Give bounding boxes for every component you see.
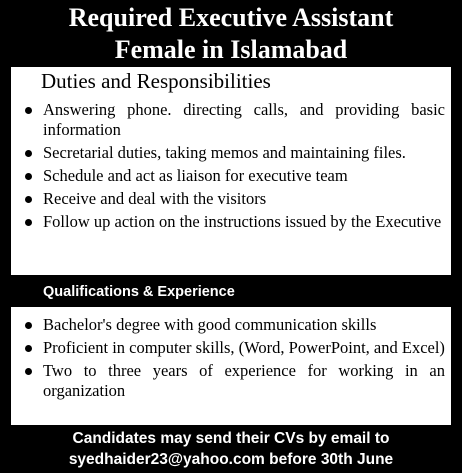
qualification-text: Bachelor's degree with good communication skills — [43, 315, 377, 334]
title-line-2: Female in Islamabad — [114, 35, 348, 64]
bullet-icon — [25, 322, 32, 329]
bullet-icon — [25, 219, 32, 226]
bullet-icon — [25, 368, 32, 375]
list-item — [25, 189, 445, 209]
duties-heading: Duties and Responsibilities — [41, 69, 271, 93]
footer-contact — [0, 428, 462, 470]
footer-line-1: Candidates may send their CVs by email to — [72, 430, 390, 447]
list-item — [25, 166, 445, 186]
list-item — [25, 315, 445, 335]
ad-title — [0, 2, 462, 66]
qualifications-heading: Qualifications & Experience — [43, 284, 235, 300]
list-item — [25, 361, 445, 401]
duty-text: Answering phone. directing calls, and providing basic information — [43, 100, 445, 139]
list-item — [25, 212, 445, 232]
list-item — [25, 143, 445, 163]
qualifications-section — [11, 307, 451, 425]
bullet-icon — [25, 107, 32, 114]
list-item — [25, 100, 445, 140]
duties-section — [11, 67, 451, 275]
duties-list — [25, 100, 445, 235]
title-line-1: Required Executive Assistant — [68, 3, 394, 32]
bullet-icon — [25, 173, 32, 180]
footer-line-2: syedhaider23@yahoo.com before 30th June — [68, 451, 394, 468]
qualification-text: Proficient in computer skills, (Word, PowerPoint, and Excel) — [43, 338, 445, 357]
qualification-text: Two to three years of experience for working in an organization — [43, 361, 445, 400]
bullet-icon — [25, 150, 32, 157]
qualifications-list — [25, 315, 445, 404]
list-item — [25, 338, 445, 358]
duty-text: Secretarial duties, taking memos and maintaining files. — [43, 143, 406, 162]
bullet-icon — [25, 345, 32, 352]
duty-text: Schedule and act as liaison for executive team — [43, 166, 348, 185]
bullet-icon — [25, 196, 32, 203]
duty-text: Follow up action on the instructions issued by the Executive — [43, 212, 442, 231]
duty-text: Receive and deal with the visitors — [43, 189, 267, 208]
